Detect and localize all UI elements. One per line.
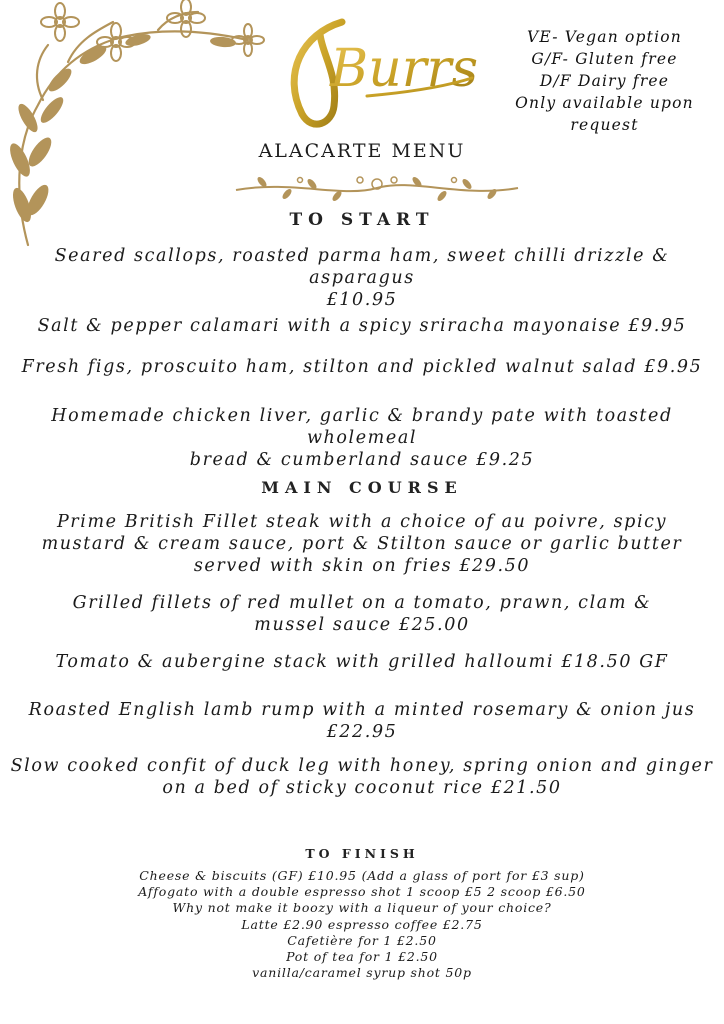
menu-item-line: served with skin on fries £29.50 xyxy=(193,556,531,576)
finish-item: Why not make it boozy with a liqueur of your choice? xyxy=(172,900,552,916)
section-heading-finish: TO FINISH xyxy=(305,846,419,861)
dietary-line: VE- Vegan option xyxy=(527,28,682,46)
menu-item-line: mustard & cream sauce, port & Stilton sauce or garlic butter xyxy=(41,534,683,554)
dietary-line: Only available upon xyxy=(515,94,694,112)
menu-item-line: Seared scallops, roasted parma ham, sweet chilli drizzle & asparagus xyxy=(54,246,670,288)
menu-item xyxy=(0,651,724,673)
dietary-line: request xyxy=(570,116,639,134)
menu-item xyxy=(0,245,724,311)
menu-item-line: Roasted English lamb rump with a minted rosemary & onion jus xyxy=(28,700,696,720)
menu-item-line: Fresh figs, proscuito ham, stilton and pickled walnut salad £9.95 xyxy=(21,357,703,377)
menu-item xyxy=(0,315,724,337)
dietary-line: G/F- Gluten free xyxy=(531,50,678,68)
menu-item-line: Prime British Fillet steak with a choice of au poivre, spicy xyxy=(56,512,668,532)
dietary-line: D/F Dairy free xyxy=(539,72,670,90)
menu-item xyxy=(0,511,724,577)
menu-item-line: £22.95 xyxy=(326,722,398,742)
menu-item xyxy=(0,592,724,636)
finish-item: Cheese & biscuits (GF) £10.95 (Add a glass of port for £3 sup) xyxy=(139,868,585,883)
menu-item-line: Salt & pepper calamari with a spicy sriracha mayonaise £9.95 xyxy=(37,316,687,336)
section-heading-mains: MAIN COURSE xyxy=(261,478,463,497)
menu-item xyxy=(0,699,724,743)
section-heading-starters: TO START xyxy=(289,210,435,230)
finish-item: Affogato with a double espresso shot 1 scoop £5 2 scoop £6.50 xyxy=(138,884,586,900)
logo-text: Burrs xyxy=(330,39,479,99)
burrs-logo xyxy=(272,14,482,134)
dietary-key xyxy=(492,26,717,136)
vine-divider xyxy=(232,172,522,204)
menu-item-line: Homemade chicken liver, garlic & brandy pate with toasted wholemeal xyxy=(51,406,673,448)
menu-item-line: Slow cooked confit of duck leg with honey, spring onion and ginger xyxy=(10,756,714,776)
finish-list xyxy=(0,868,724,981)
menu-item xyxy=(0,405,724,471)
menu-item xyxy=(0,755,724,799)
menu-item-line: bread & cumberland sauce £9.25 xyxy=(189,450,535,470)
menu-item-line: on a bed of sticky coconut rice £21.50 xyxy=(162,778,562,798)
menu-item-line: Tomato & aubergine stack with grilled halloumi £18.50 GF xyxy=(55,652,669,672)
menu-item-line: Grilled fillets of red mullet on a tomato, prawn, clam & xyxy=(72,593,652,613)
finish-item: Latte £2.90 espresso coffee £2.75 xyxy=(241,916,483,932)
menu-item-line: £10.95 xyxy=(326,290,398,310)
finish-item: Pot of tea for 1 £2.50 xyxy=(286,949,438,965)
menu-title: ALACARTE MENU xyxy=(258,140,466,162)
finish-item: Cafetière for 1 £2.50 xyxy=(287,932,437,948)
menu-item-line: mussel sauce £25.00 xyxy=(254,615,470,635)
menu-item xyxy=(0,356,724,378)
finish-item: vanilla/caramel syrup shot 50p xyxy=(252,965,472,981)
